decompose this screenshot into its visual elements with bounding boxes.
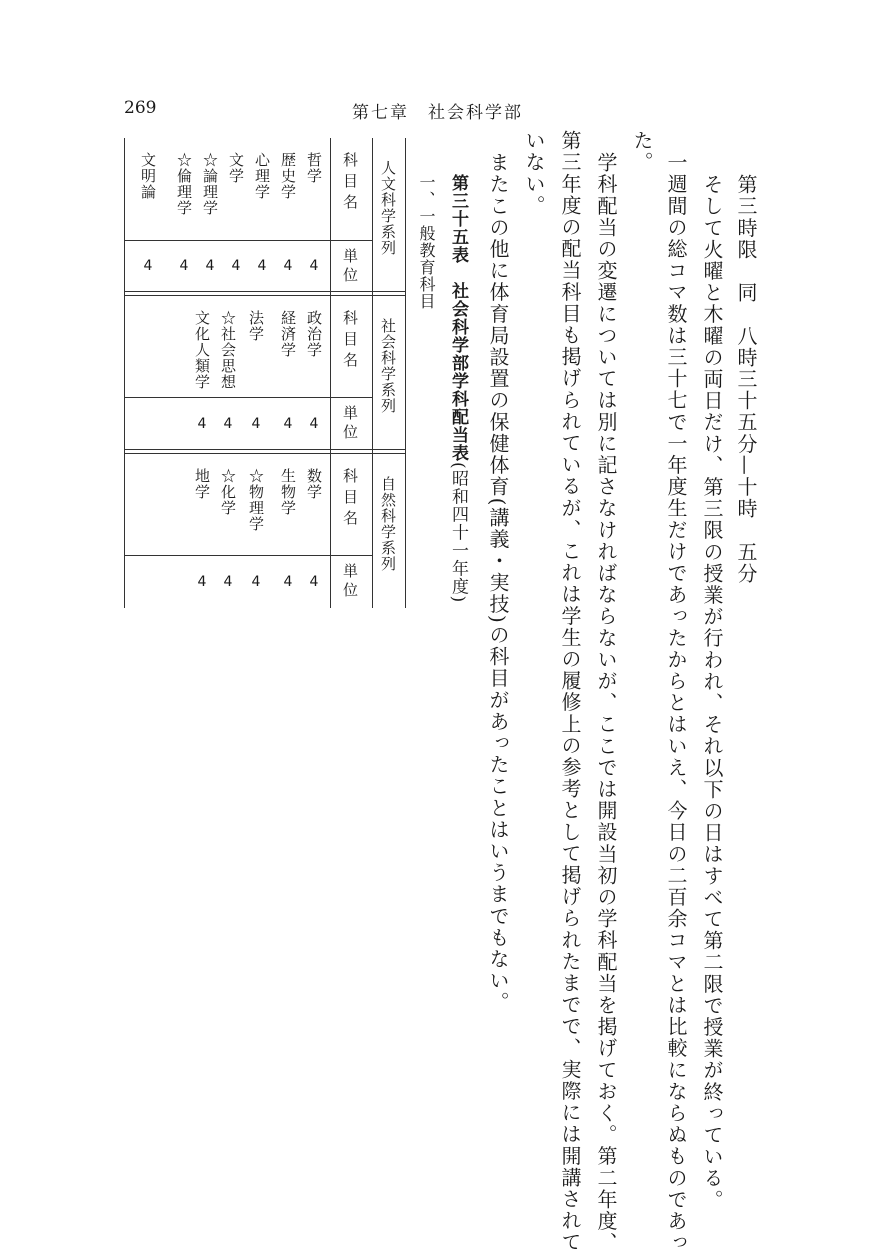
paragraph-1-line-1: そして火曜と木曜の両日だけ、第三限の授業が行われ、それ以下の日はすべて第二限で授業が終っている。 bbox=[700, 174, 724, 1211]
subject-cell: 文学 bbox=[227, 152, 245, 184]
subject-cell: 生物学 bbox=[279, 468, 297, 516]
subject-cell: ☆倫理学 bbox=[175, 152, 193, 216]
subject-cell: 文明論 bbox=[139, 152, 157, 200]
header-units: 単位 bbox=[341, 563, 359, 601]
subject-cell: ☆社会思想 bbox=[219, 310, 237, 390]
header-subject: 科目名 bbox=[341, 310, 359, 373]
unit-cell: 4 bbox=[223, 574, 233, 590]
unit-cell: 4 bbox=[251, 574, 261, 590]
group-name-humanities: 人文科学系列 bbox=[379, 160, 397, 256]
unit-cell: 4 bbox=[205, 258, 215, 274]
unit-cell: 4 bbox=[197, 416, 207, 432]
page-number: 269 bbox=[124, 98, 157, 118]
subject-cell: ☆化学 bbox=[219, 468, 237, 516]
unit-cell: 4 bbox=[223, 416, 233, 432]
unit-cell: 4 bbox=[197, 574, 207, 590]
header-units: 単位 bbox=[341, 405, 359, 443]
paragraph-2-line-1: 学科配当の変遷については別に記さなければならないが、ここでは開設当初の学科配当を掲げておく。第二年度、 bbox=[594, 152, 618, 1254]
unit-cell: 4 bbox=[231, 258, 241, 274]
subject-cell: 数学 bbox=[305, 468, 323, 500]
unit-cell: 4 bbox=[309, 574, 319, 590]
page-header bbox=[124, 98, 544, 122]
paragraph-1-line-2: 一週間の総コマ数は三十七で一年度生だけであったからとはいえ、今日の二百余コマとは比較にならぬものであっ bbox=[664, 152, 688, 1254]
unit-cell: 4 bbox=[283, 258, 293, 274]
subject-allocation-table bbox=[124, 138, 406, 608]
subject-cell: 経済学 bbox=[279, 310, 297, 358]
schedule-line: 第三時限 同 八時三十五分—十時 五分 bbox=[734, 174, 758, 585]
subject-cell: 文化人類学 bbox=[193, 310, 211, 390]
unit-cell: 4 bbox=[309, 258, 319, 274]
unit-cell: 4 bbox=[179, 258, 189, 274]
header-subject: 科目名 bbox=[341, 152, 359, 215]
paragraph-1-line-3: た。 bbox=[630, 130, 654, 174]
unit-cell: 4 bbox=[251, 416, 261, 432]
paragraph-3-line-1: またこの他に体育局設置の保健体育(講義・実技)の科目があったことはいうまでもない。 bbox=[486, 152, 510, 1014]
table-caption bbox=[444, 174, 472, 603]
group-name-social-sciences: 社会科学系列 bbox=[379, 318, 397, 414]
subject-cell: 哲学 bbox=[305, 152, 323, 184]
header-units: 単位 bbox=[341, 248, 359, 286]
unit-cell: 4 bbox=[283, 574, 293, 590]
unit-cell: 4 bbox=[283, 416, 293, 432]
group-name-natural-sciences: 自然科学系列 bbox=[379, 476, 397, 572]
unit-cell: 4 bbox=[309, 416, 319, 432]
subject-cell: 歴史学 bbox=[279, 152, 297, 200]
header-subject: 科目名 bbox=[341, 468, 359, 531]
subject-cell: 心理学 bbox=[253, 152, 271, 200]
table-caption-label: 第三十五表 社会科学部学科配当表 bbox=[448, 174, 468, 462]
paragraph-2-line-3: いない。 bbox=[522, 130, 546, 217]
subject-cell: 政治学 bbox=[305, 310, 323, 358]
subject-cell: ☆物理学 bbox=[247, 468, 265, 532]
paragraph-2-line-2: 第三年度の配当科目も掲げられているが、これは学生の履修上の参考として掲げられたまでで、実際には開講されて bbox=[558, 130, 582, 1254]
subject-cell: 法学 bbox=[247, 310, 265, 342]
table-caption-era: (昭和四十一年度) bbox=[448, 462, 468, 604]
section-heading: 一、一般教育科目 bbox=[417, 174, 436, 310]
unit-cell: 4 bbox=[257, 258, 267, 274]
subject-cell: 地学 bbox=[193, 468, 211, 500]
running-title: 第七章 社会科学部 bbox=[352, 103, 523, 123]
unit-cell: 4 bbox=[143, 258, 153, 274]
subject-cell: ☆論理学 bbox=[201, 152, 219, 216]
